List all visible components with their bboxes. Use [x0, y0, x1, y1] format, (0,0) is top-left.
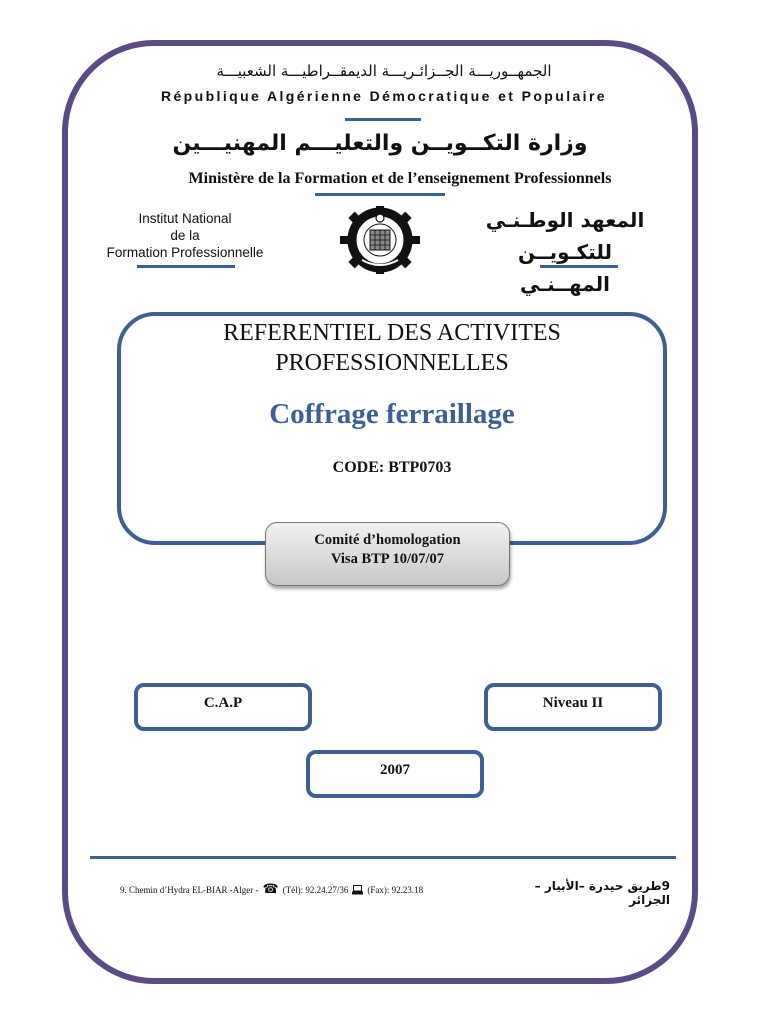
referentiel-line: PROFESSIONNELLES — [275, 350, 509, 376]
phone-icon: ☎ — [262, 882, 279, 897]
institute-line: للتكـويــن المهــنـي — [517, 240, 613, 296]
footer-divider — [90, 856, 676, 859]
year-box: 2007 — [306, 750, 484, 798]
address-arabic: 9طريق حيدرة –الأبيار – الجزائر — [534, 879, 670, 907]
gear-emblem-icon — [340, 206, 420, 274]
course-code: CODE: BTP0703 — [332, 459, 452, 476]
arabic-republic-heading: الجمهــوريـــة الجــزائـريـــة الديمقــراطيـــة الشعبيـــة — [216, 62, 552, 80]
institute-line: المعهد الوطـنـي — [485, 208, 645, 232]
phone-number: (Tél): 92.24.27/36 — [282, 884, 349, 895]
divider — [540, 265, 618, 268]
referentiel-line: REFERENTIEL DES ACTIVITES — [223, 320, 561, 346]
french-ministry-heading: Ministère de la Formation et de l’enseignement Professionnels — [188, 170, 612, 187]
french-republic-heading: République Algérienne Démocratique et Populaire — [160, 88, 607, 104]
institute-line: Formation Professionnelle — [106, 245, 264, 260]
arabic-ministry-heading: وزارة التكــويــن والتعليـــم المهنيـــين — [172, 131, 588, 156]
homologation-badge — [265, 522, 510, 586]
homologation-line: Comité d’homologation — [314, 532, 461, 548]
divider — [315, 193, 445, 196]
institute-name-arabic — [470, 204, 660, 300]
divider — [137, 265, 235, 268]
institute-line: de la — [170, 228, 200, 243]
course-title: Coffrage ferraillage — [269, 398, 515, 430]
level-box: Niveau II — [484, 683, 662, 731]
diploma-box: C.A.P — [134, 683, 312, 731]
institute-line: Institut National — [138, 211, 232, 226]
institute-name-french — [90, 210, 280, 261]
address-french — [120, 882, 423, 897]
divider — [345, 118, 421, 121]
referentiel-heading — [117, 318, 667, 378]
street-address: 9. Chemin d’Hydra EL-BIAR -Alger - — [120, 884, 259, 895]
fax-number: (Fax): 92.23.18 — [367, 884, 424, 895]
fax-icon — [352, 885, 363, 895]
homologation-line: Visa BTP 10/07/07 — [330, 551, 445, 567]
